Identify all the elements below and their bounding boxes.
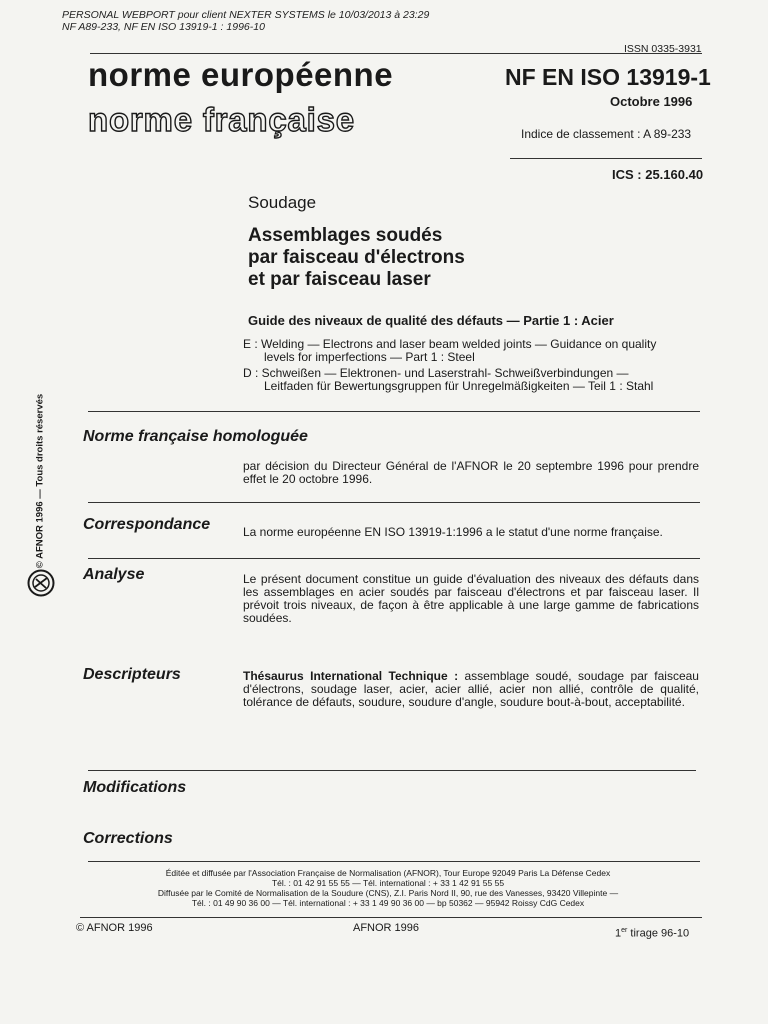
footer-tirage: [615, 927, 689, 940]
footer-center: AFNOR 1996: [353, 922, 420, 934]
classification-index: Indice de classement : A 89-233: [521, 127, 692, 141]
guide-subtitle: Guide des niveaux de qualité des défauts — Partie 1 : Acier: [248, 313, 614, 328]
heading-analyse: Analyse: [83, 566, 145, 583]
stamp-line-1: PERSONAL WEBPORT pour client NEXTER SYSTEMS le 10/03/2013 à 23:29: [62, 9, 430, 21]
german-title-line-1: D : Schweißen — Elektronen- und Laserstrahl- Schweißverbindungen —: [243, 366, 629, 380]
section-rule-2: [88, 502, 700, 503]
issn: ISSN 0335-3931: [624, 43, 702, 55]
heading-homologuee: Norme française homologuée: [83, 428, 308, 445]
section-rule-4: [88, 770, 696, 771]
heading-modifications: Modifications: [83, 779, 187, 796]
print-stamp: [62, 9, 429, 33]
standard-number: NF EN ISO 13919-1: [505, 64, 711, 90]
footer-line-3: Diffusée par le Comité de Normalisation de la Soudure (CNS), Z.I. Paris Nord II, 90, rue des Vanesses, 93420 Villepinte —: [157, 888, 619, 898]
footer-bottom-rule: [80, 917, 702, 918]
tirage-rest: tirage 96-10: [627, 927, 690, 940]
ics-code: ICS : 25.160.40: [612, 167, 704, 182]
body-correspondance: La norme européenne EN ISO 13919-1:1996 a le statut d'une norme française.: [243, 525, 663, 539]
body-homologuee: par décision du Directeur Général de l'AFNOR le 20 septembre 1996 pour prendre effet le 20 octobre 1996.: [243, 459, 699, 486]
german-title: [243, 367, 713, 393]
header-rule: [90, 53, 702, 54]
standard-date: Octobre 1996: [610, 94, 693, 109]
section-rule-3: [88, 558, 700, 559]
english-title: [243, 338, 703, 364]
stamp-line-2: NF A89-233, NF EN ISO 13919-1 : 1996-10: [62, 21, 265, 33]
main-title-line-3: et par faisceau laser: [248, 269, 431, 290]
side-copyright-text: © AFNOR 1996 — Tous droits réservés: [34, 393, 46, 569]
heading-descripteurs: Descripteurs: [83, 666, 181, 683]
body-descripteurs: [243, 670, 699, 709]
body-analyse: Le présent document constitue un guide d'évaluation des niveaux des défauts dans les assemblages en acier soudés par faisceau d'électrons et par faisceau laser. Il prévoit trois niveaux, de façon à être applicable à une large gamme de fabrications soudées.: [243, 572, 699, 625]
descripteurs-text: assemblage soudé, soudage par faisceau d'électrons, soudage laser, acier, acier allié, acier non allié, contrôle de qualité, tolérance de défauts, soudure, soudure d'angle, soudure bout-à-bout, acceptabilité.: [243, 669, 699, 709]
heading-corrections: Corrections: [83, 830, 173, 847]
footer-publisher: [80, 868, 696, 908]
tirage-number: 1: [615, 927, 622, 940]
main-title-line-2: par faisceau d'électrons: [248, 247, 465, 268]
footer-rule: [88, 861, 700, 862]
title-norme-francaise: norme française: [88, 101, 355, 138]
heading-correspondance: Correspondance: [83, 516, 211, 533]
english-title-line-2: levels for imperfections — Part 1 : Steel: [264, 350, 475, 364]
side-copyright: [34, 386, 46, 576]
german-title-line-2: Leitfaden für Bewertungsgruppen für Unregelmäßigkeiten — Teil 1 : Stahl: [264, 379, 654, 393]
title-norme-europeenne: norme européenne: [88, 56, 394, 93]
footer-copyright: © AFNOR 1996: [76, 922, 153, 934]
footer-line-1: Éditée et diffusée par l'Association Française de Normalisation (AFNOR), Tour Europe 92049 Paris La Défense Cedex: [165, 868, 611, 878]
descripteurs-lead: Thésaurus International Technique :: [243, 669, 459, 683]
main-title-line-1: Assemblages soudés: [248, 225, 443, 246]
afnor-seal-icon: [27, 569, 55, 597]
tirage-sup: er: [621, 927, 628, 934]
footer-line-2: Tél. : 01 42 91 55 55 — Tél. international : + 33 1 42 91 55 55: [271, 878, 505, 888]
english-title-line-1: E : Welding — Electrons and laser beam welded joints — Guidance on quality: [243, 337, 657, 351]
footer-line-4: Tél. : 01 49 90 36 00 — Tél. international : + 33 1 49 90 36 00 — bp 50362 — 95942 Roissy CdG Cedex: [191, 898, 585, 908]
ics-rule: [510, 158, 702, 159]
subject: Soudage: [248, 193, 317, 212]
main-title: [248, 225, 668, 291]
section-rule-1: [88, 411, 700, 412]
